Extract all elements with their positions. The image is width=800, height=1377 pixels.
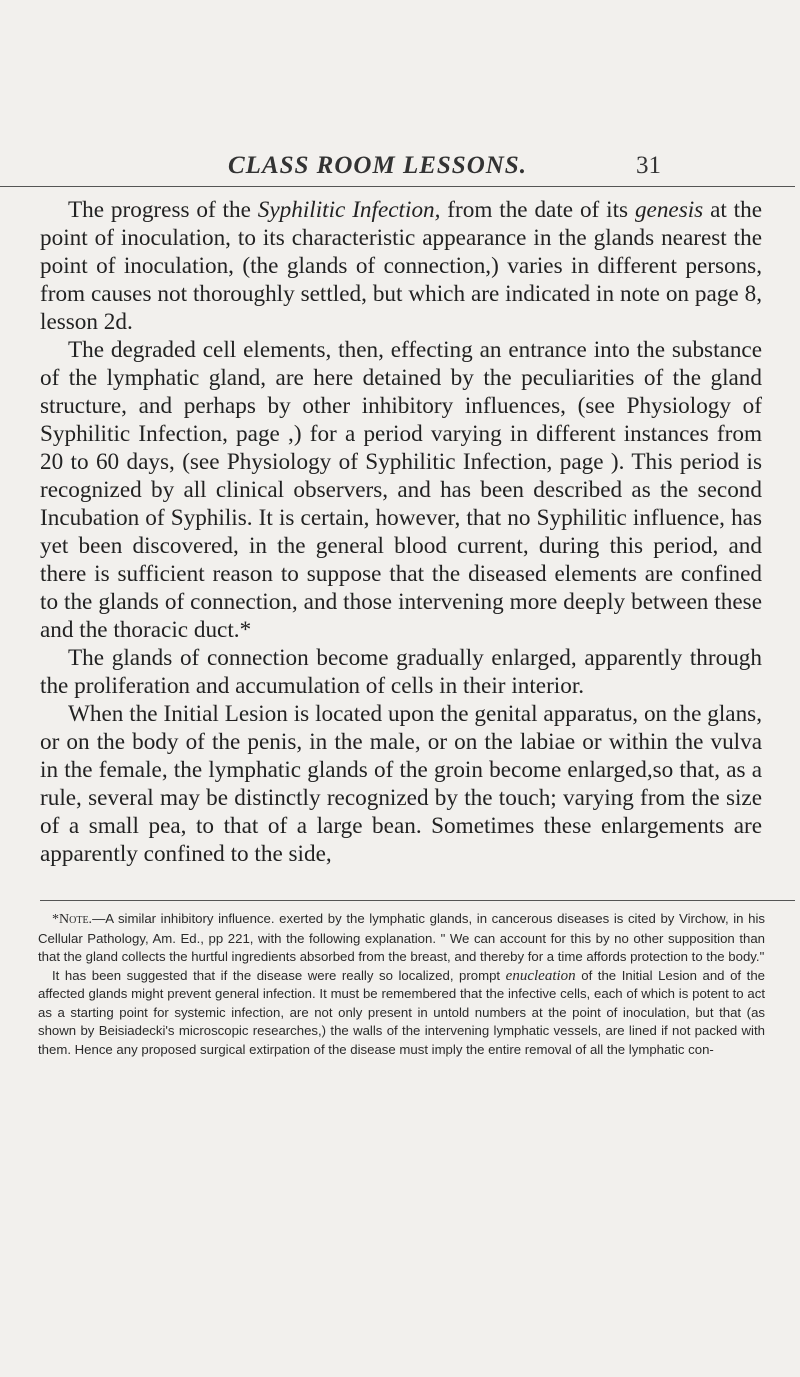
emphasis-syphilitic-infection: Syphilitic Infection, bbox=[257, 197, 441, 223]
paragraph-4: When the Initial Lesion is located upon the genital apparatus, on the glans, or on the body of the penis, in the male, or on the labiae or within the vulva in the female, the lymphatic glands of the groin become enlarged,so that, as a rule, several may be distinctly recognized by the touch; varying from the size of a small pea, to that of a large bean. Sometimes these enlargements are apparently confined to the side, bbox=[40, 701, 762, 867]
paragraph-2: The degraded cell elements, then, effecting an entrance into the substance of the lymphatic gland, are here detained by the peculiarities of the gland structure, and perhaps by other inhibitory influences, (see Physiology of Syphilitic Infection, page ,) for a period varying in different instances from 20 to 60 days, (see Physiology of Syphilitic Infection, page ). This period is recognized by all clinical observers, and has been described as the second Incubation of Syphilis. It is certain, however, that no Syphilitic influence, has yet been discovered, in the general blood current, during this period, and there is sufficient reason to suppose that the diseased elements are confined to the glands of connection, and those intervening more deeply between these and the thoracic duct.* bbox=[40, 337, 762, 643]
running-head bbox=[0, 152, 800, 180]
emphasis-enucleation: enucleation bbox=[505, 967, 576, 984]
footnote-1: *Note.—A similar inhibitory influence. exerted by the lymphatic glands, in cancerous diseases is cited by Virchow, in his Cellular Pathology, Am. Ed., pp 221, with the following explanation. " We can account for this by no other supposition than that the gland collects the hurtful ingredients absorbed from the breast, and thereby for a time affords protection to the body." bbox=[38, 911, 765, 964]
emphasis-genesis: genesis bbox=[634, 197, 704, 223]
main-text bbox=[40, 196, 762, 868]
page-number: 31 bbox=[636, 152, 661, 179]
paragraph-1: The progress of the Syphilitic Infection, from the date of its genesis at the point of inoculation, to its characteristic appearance in the glands nearest the point of inoculation, (the glands of connection,) varies in different persons, from causes not thoroughly settled, but which are indicated in note on page 8, lesson 2d. bbox=[40, 197, 763, 335]
footnotes bbox=[38, 910, 765, 1059]
footnote-rule bbox=[40, 900, 795, 901]
paragraph-3: The glands of connection become gradually enlarged, apparently through the proliferation and accumulation of cells in their interior. bbox=[40, 645, 762, 699]
footnote-label: *Note. bbox=[52, 912, 93, 927]
footnote-2: It has been suggested that if the disease were really so localized, prompt enucleation of the Initial Lesion and of the affected glands might prevent general infection. It must be remembered that the infective cells, each of which is potent to act as a starting point for systemic infection, are not only present in untold numbers at the point of inoculation, but that (as shown by Beisiadecki's microscopic researches,) the walls of the intervening lymphatic vessels, are lined if not packed with them. Hence any proposed surgical extirpation of the disease must imply the entire removal of all the lymphatic con- bbox=[38, 967, 765, 1057]
header-rule bbox=[0, 186, 795, 187]
running-title: CLASS ROOM LESSONS. bbox=[228, 152, 527, 179]
